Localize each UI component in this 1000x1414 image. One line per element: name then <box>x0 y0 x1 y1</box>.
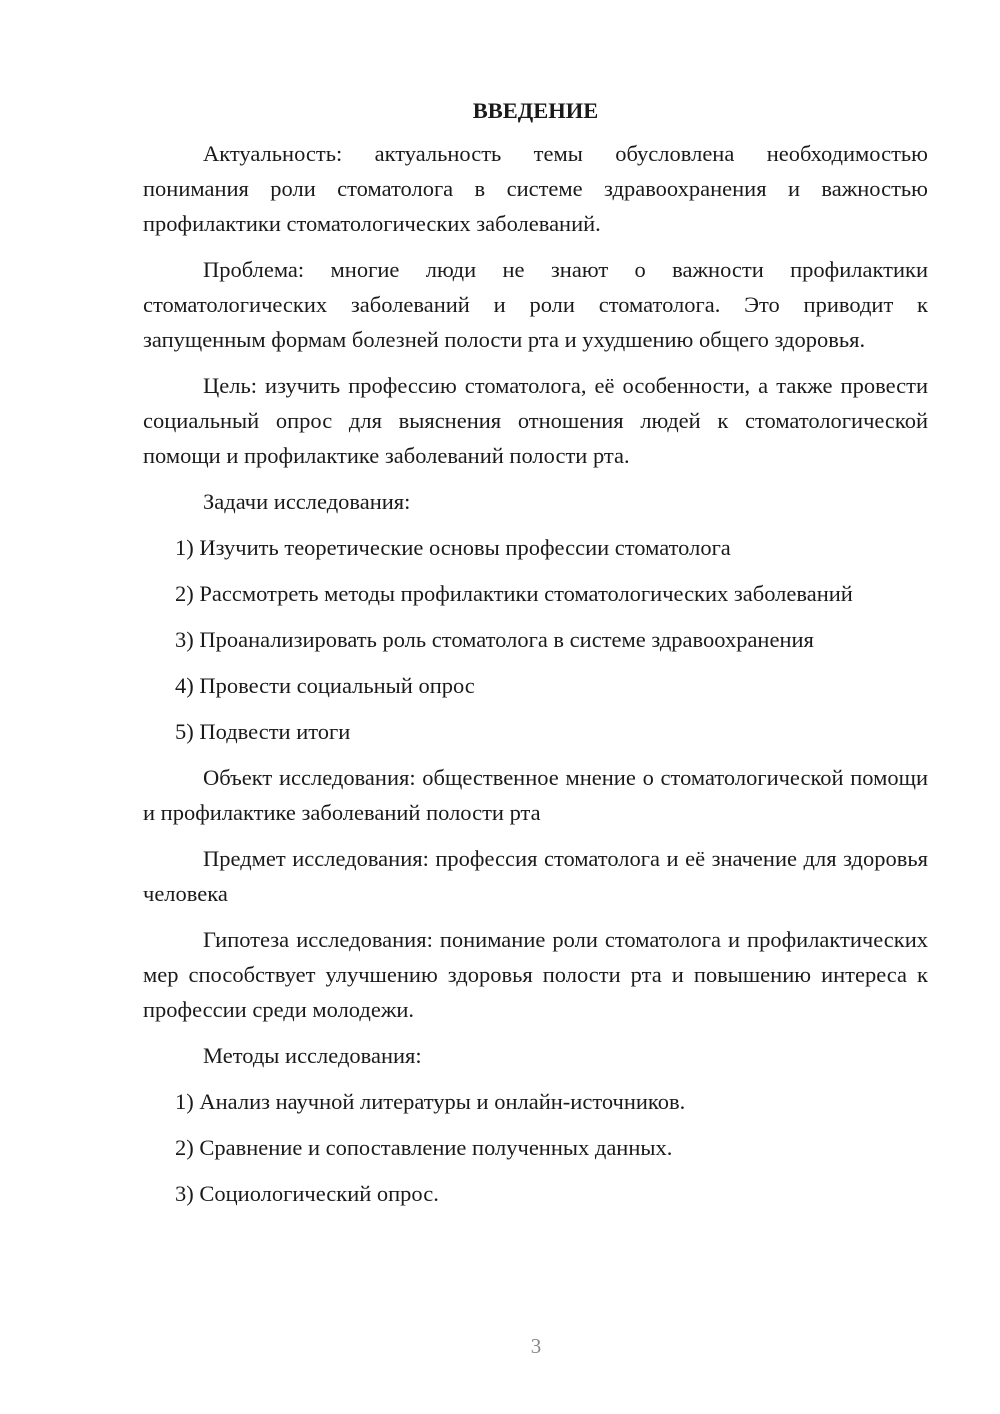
task-item-2: 2) Рассмотреть методы профилактики стоматологических заболеваний <box>175 581 853 606</box>
document-body <box>143 96 928 1222</box>
page-number: 3 <box>530 1334 542 1358</box>
task-item-4: 4) Провести социальный опрос <box>175 673 475 698</box>
method-item-3: 3) Социологический опрос. <box>175 1181 439 1206</box>
paragraph-subject: Предмет исследования: профессия стоматолога и её значение для здоровья человека <box>143 846 928 906</box>
task-item-3: 3) Проанализировать роль стоматолога в системе здравоохранения <box>175 627 814 652</box>
paragraph-relevance: Актуальность: актуальность темы обусловлена необходимостью понимания роли стоматолога в системе здравоохранения и важностью профилактики стоматологических заболеваний. <box>143 141 928 236</box>
paragraph-goal: Цель: изучить профессию стоматолога, её особенности, а также провести социальный опрос для выяснения отношения людей к стоматологической помощи и профилактике заболеваний полости рта. <box>143 373 928 468</box>
tasks-title: Задачи исследования: <box>203 489 411 514</box>
methods-title: Методы исследования: <box>203 1043 422 1068</box>
paragraph-object: Объект исследования: общественное мнение о стоматологической помощи и профилактике заболеваний полости рта <box>143 765 928 825</box>
task-item-1: 1) Изучить теоретические основы профессии стоматолога <box>175 535 731 560</box>
paragraph-hypothesis: Гипотеза исследования: понимание роли стоматолога и профилактических мер способствует улучшению здоровья полости рта и повышению интереса к профессии среди молодежи. <box>143 927 928 1022</box>
method-item-1: 1) Анализ научной литературы и онлайн-источников. <box>175 1089 686 1114</box>
section-heading: ВВЕДЕНИЕ <box>472 98 599 123</box>
method-item-2: 2) Сравнение и сопоставление полученных данных. <box>175 1135 673 1160</box>
task-item-5: 5) Подвести итоги <box>175 719 351 744</box>
paragraph-problem: Проблема: многие люди не знают о важности профилактики стоматологических заболеваний и роли стоматолога. Это приводит к запущенным формам болезней полости рта и ухудшению общего здоровья. <box>143 257 928 352</box>
